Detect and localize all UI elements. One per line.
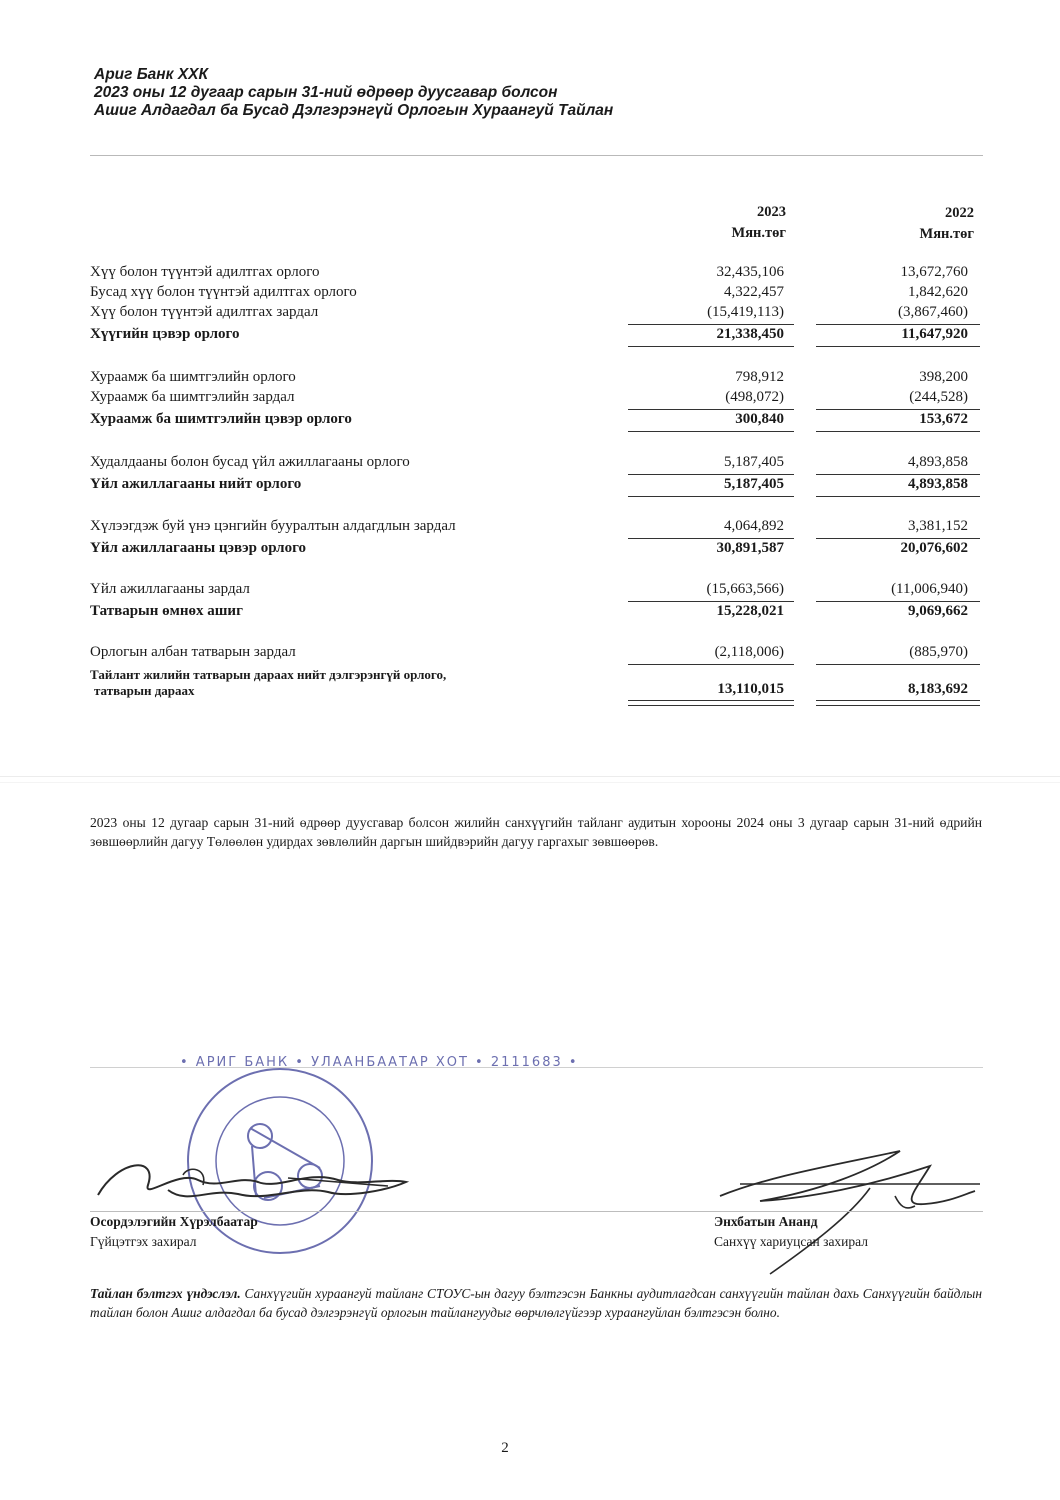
row-operating-expenses: Үйл ажиллагааны зардал (15,663,566) (11,006,940): [90, 581, 968, 597]
scan-fold-line: [0, 776, 1060, 777]
row-total-comprehensive-income-label: Тайлант жилийн татварын дараах нийт дэлгэрэнгүй орлого, татварын дараах: [90, 667, 447, 698]
column-header-2022: 2022 Мян.төг: [919, 205, 974, 242]
basis-of-preparation: [90, 1284, 982, 1322]
underline: [628, 538, 794, 539]
underline: [816, 409, 980, 410]
underline: [628, 664, 794, 665]
underline: [628, 324, 794, 325]
underline: [816, 664, 980, 665]
signature-line: [90, 1211, 983, 1212]
row-other-interest-income: Бусад хүү болон түүнтэй адилтгах орлого 4,322,457 1,842,620: [90, 284, 968, 300]
underline: [628, 346, 794, 347]
signatory-ceo-name: Осордэлэгийн Хүрэлбаатар: [90, 1214, 258, 1229]
row-fee-income: Хураамж ба шимтгэлийн орлого 798,912 398,200: [90, 369, 968, 385]
row-total-operating-income: Үйл ажиллагааны нийт орлого 5,187,405 4,893,858: [90, 476, 968, 492]
signatory-ceo-role: Гүйцэтгэх захирал: [90, 1234, 197, 1249]
column-header-2023: 2023 Мян.төг: [731, 204, 786, 241]
underline: [816, 324, 980, 325]
signature-anand: [700, 1136, 990, 1276]
signatory-cfo-role: Санхүү хариуцсан захирал: [714, 1234, 869, 1249]
underline: [628, 496, 794, 497]
underline: [816, 346, 980, 347]
row-fee-expense: Хураамж ба шимтгэлийн зардал (498,072) (244,528): [90, 389, 968, 405]
page-number: 2: [501, 1440, 509, 1456]
report-header: [94, 66, 613, 120]
underline: [816, 538, 980, 539]
basis-text: Санхүүгийн хураангуй тайланг СТОУС-ын дагуу бэлтгэсэн Банкны аудитлагдсан санхүүгийн тайлан дахь Санхүүгийн байдлын тайлан болон Ашиг алдагдал ба бусад дэлгэрэнгүй орлогын тайлангуудыг өөрчлөлгүйгээр хураангуйлан бэлтгэсэн болно.: [90, 1286, 982, 1320]
row-net-interest-income: Хүүгийн цэвэр орлого 21,338,450 11,647,920: [90, 326, 968, 342]
row-interest-expense: Хүү болон түүнтэй адилтгах зардал (15,419,113) (3,867,460): [90, 304, 968, 320]
report-title: Ашиг Алдагдал ба Бусад Дэлгэрэнгүй Орлогын Хураангуй Тайлан: [94, 102, 614, 119]
row-expected-credit-loss: Хүлээгдэж буй үнэ цэнгийн бууралтын алдагдлын зардал 4,064,892 3,381,152: [90, 518, 968, 534]
basis-title: Тайлан бэлтгэх үндэслэл.: [90, 1286, 241, 1301]
underline: [628, 601, 794, 602]
approval-paragraph: 2023 оны 12 дугаар сарын 31-ний өдрөөр дуусгавар болсон жилийн санхүүгийн тайланг аудитын хорооны 2024 оны 3 дугаар сарын 31-ний өдрийн зөвшөөрлийн дагуу Төлөөлөн удирдах зөвлөлийн даргын шийдвэрийн дагуу гаргахыг зөвшөөрөв.: [90, 815, 982, 849]
row-net-operating-income: Үйл ажиллагааны цэвэр орлого 30,891,587 20,076,602: [90, 540, 968, 556]
double-underline: [816, 700, 980, 706]
underline: [628, 474, 794, 475]
underline: [628, 409, 794, 410]
row-income-tax-expense: Орлогын албан татварын зардал (2,118,006) (885,970): [90, 644, 968, 660]
underline: [816, 431, 980, 432]
row-profit-before-tax: Татварын өмнөх ашиг 15,228,021 9,069,662: [90, 603, 968, 619]
double-underline: [628, 700, 794, 706]
underline: [816, 474, 980, 475]
row-total-comprehensive-income: 13,110,015 8,183,692: [717, 681, 968, 697]
header-divider: [90, 155, 983, 156]
scan-fold-line: [0, 782, 1060, 783]
report-period: 2023 оны 12 дугаар сарын 31-ний өдрөөр дуусгавар болсон: [94, 84, 558, 101]
company-name: Ариг Банк ХХК: [94, 66, 209, 83]
underline: [628, 431, 794, 432]
row-interest-income: Хүү болон түүнтэй адилтгах орлого 32,435,106 13,672,760: [90, 264, 968, 280]
signatory-cfo-name: Энхбатын Ананд: [714, 1214, 818, 1229]
underline: [816, 601, 980, 602]
seal-text: • АРИГ БАНК • УЛААНБААТАР ХОТ • 2111683 •: [180, 1055, 579, 1070]
underline: [816, 496, 980, 497]
row-trading-other-income: Худалдааны болон бусад үйл ажиллагааны орлого 5,187,405 4,893,858: [90, 454, 968, 470]
row-net-fee-income: Хураамж ба шимтгэлийн цэвэр орлого 300,840 153,672: [90, 411, 968, 427]
signature-hurelbaatar: [88, 1150, 418, 1220]
